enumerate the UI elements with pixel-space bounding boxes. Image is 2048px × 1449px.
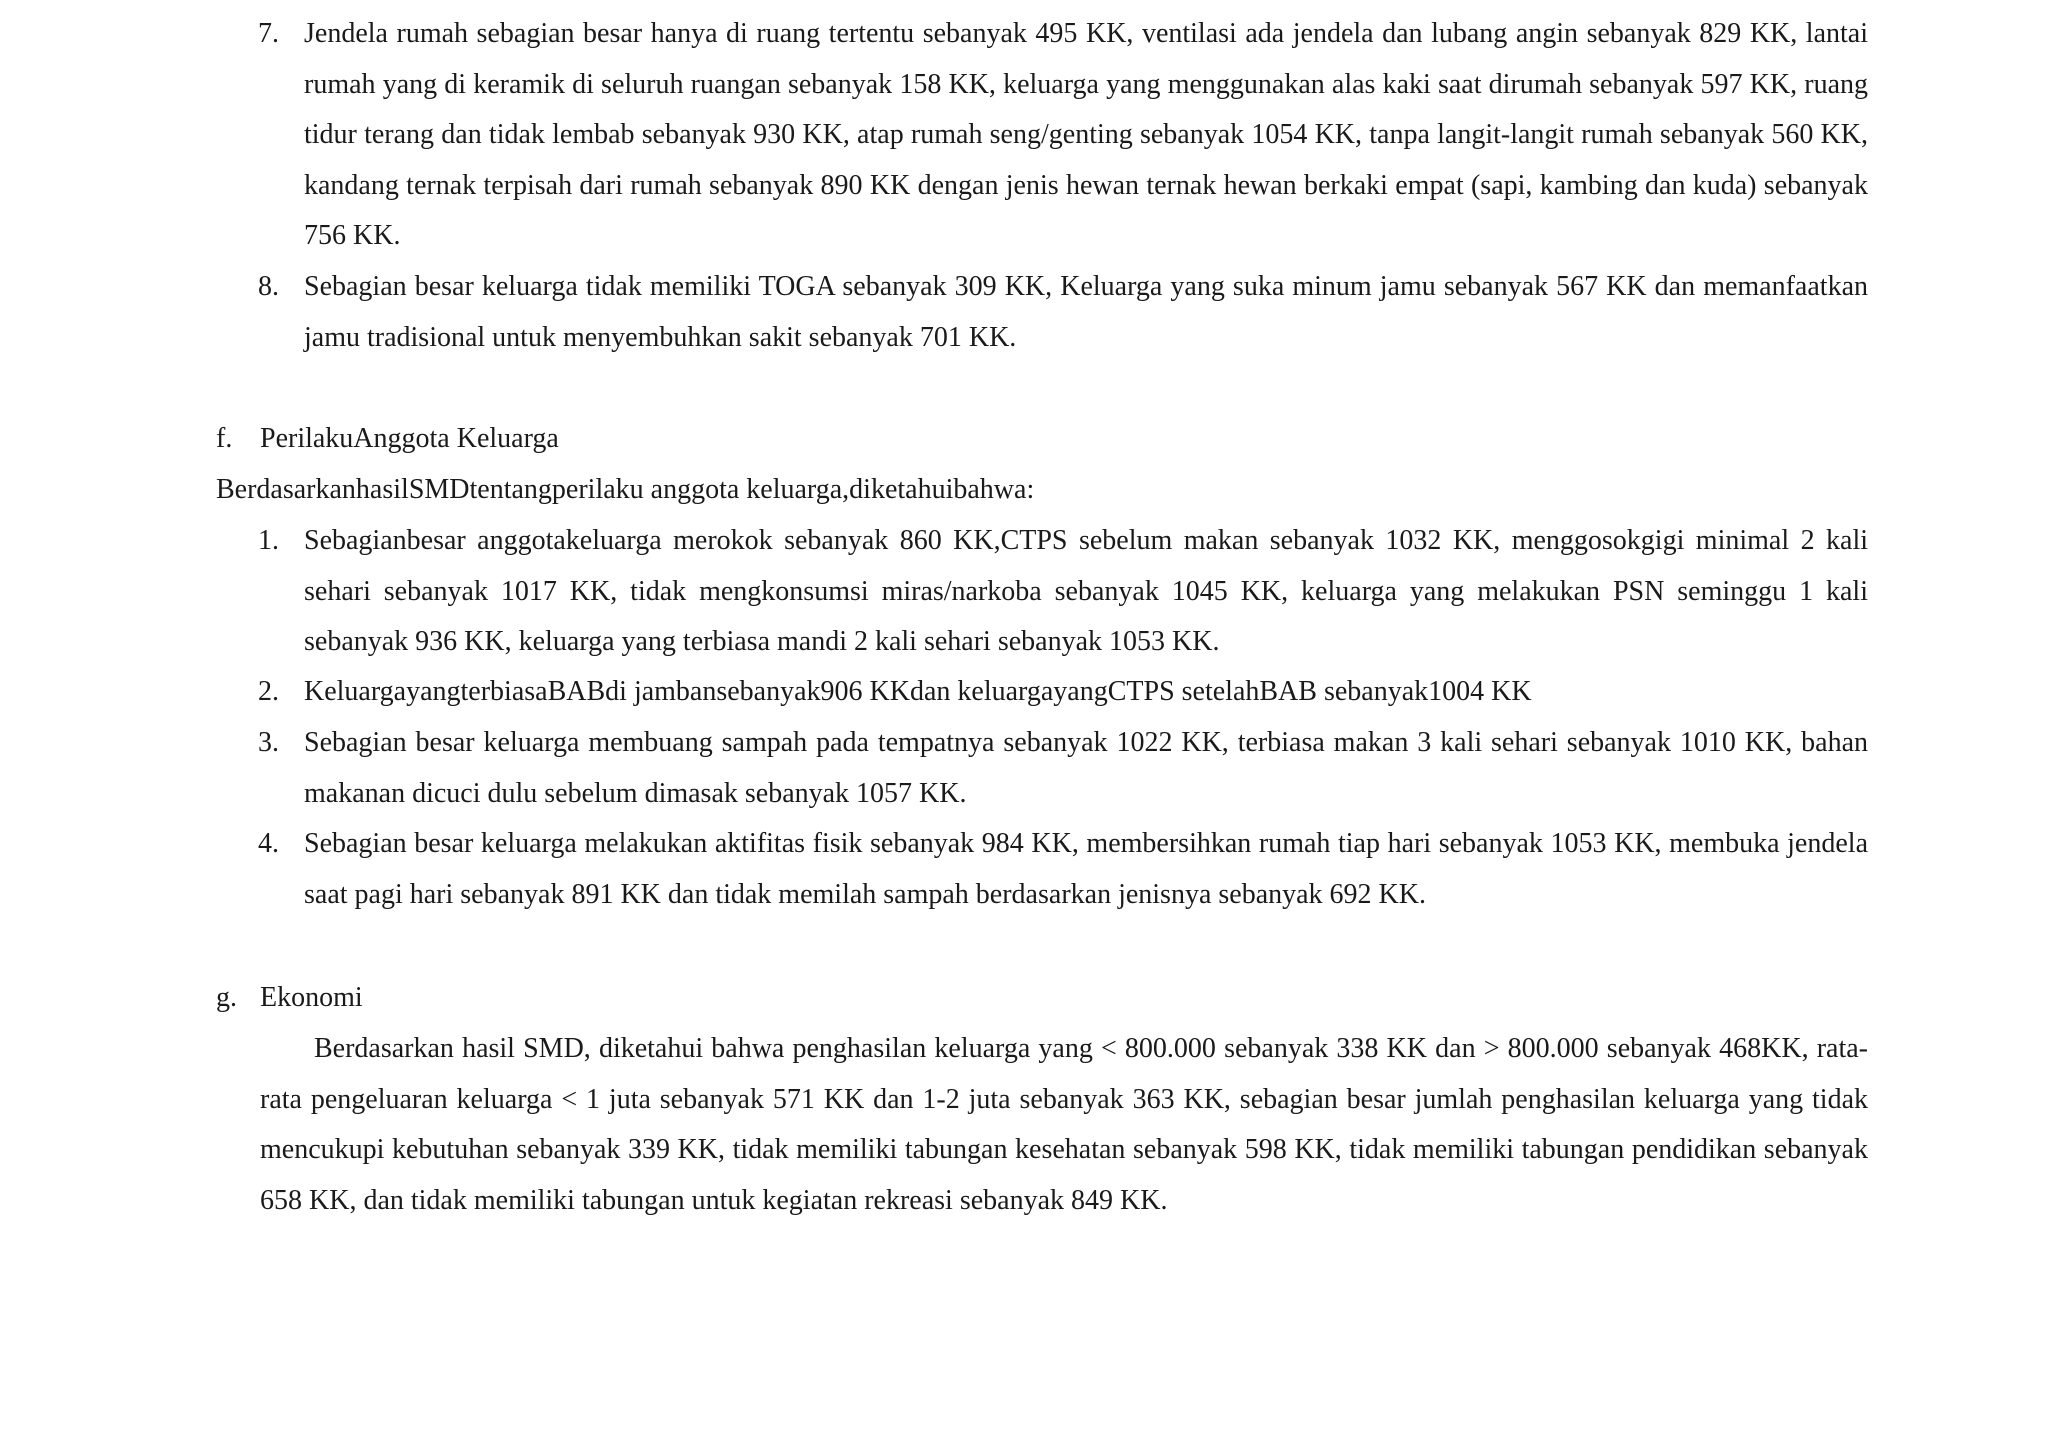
list-item-text: Jendela rumah sebagian besar hanya di ruang tertentu sebanyak 495 KK, ventilasi ada jendela dan lubang angin sebanyak 829 KK, lantai rumah yang di keramik di seluruh ruangan sebanyak 158 KK, keluarga yang menggunakan alas kaki saat dirumah sebanyak 597 KK, ruang tidur terang dan tidak lembab sebanyak 930 KK, atap rumah seng/genting sebanyak 1054 KK, tanpa langit-langit rumah sebanyak 560 KK, kandang ternak terpisah dari rumah sebanyak 890 KK dengan jenis hewan ternak hewan berkaki empat (sapi, kambing dan kuda) sebanyak 756 KK. bbox=[304, 18, 1868, 251]
list-item bbox=[218, 516, 1868, 668]
section-paragraph: Berdasarkan hasil SMD, diketahui bahwa penghasilan keluarga yang < 800.000 sebanyak 338 KK dan > 800.000 sebanyak 468KK, rata-rata pengeluaran keluarga < 1 juta sebanyak 571 KK dan 1-2 juta sebanyak 363 KK, sebagian besar jumlah penghasilan keluarga yang tidak mencukupi kebutuhan sebanyak 339 KK, tidak memiliki tabungan kesehatan sebanyak 598 KK, tidak memiliki tabungan pendidikan sebanyak 658 KK, dan tidak memiliki tabungan untuk kegiatan rekreasi sebanyak 849 KK. bbox=[260, 1033, 1868, 1216]
section-title: PerilakuAnggota Keluarga bbox=[260, 423, 559, 454]
list-item bbox=[218, 667, 1868, 718]
list-item-text: KeluargayangterbiasaBABdi jambansebanyak906 KKdan keluargayangCTPS setelahBAB sebanyak1004 KK bbox=[304, 676, 1532, 707]
list-item bbox=[218, 819, 1868, 920]
list-item-number: 3. bbox=[258, 727, 279, 758]
list-item bbox=[218, 262, 1868, 363]
section-title: Ekonomi bbox=[260, 982, 363, 1013]
list-item-number: 7. bbox=[258, 18, 279, 49]
list-item bbox=[218, 9, 1868, 262]
section-letter: g. bbox=[216, 982, 237, 1013]
list-item-number: 8. bbox=[258, 271, 279, 302]
section-intro: BerdasarkanhasilSMDtentangperilaku anggota keluarga,diketahuibahwa: bbox=[216, 474, 1035, 505]
list-item bbox=[218, 718, 1868, 819]
list-item-text: Sebagianbesar anggotakeluarga merokok sebanyak 860 KK,CTPS sebelum makan sebanyak 1032 KK, menggosokgigi minimal 2 kali sehari sebanyak 1017 KK, tidak mengkonsumsi miras/narkoba sebanyak 1045 KK, keluarga yang melakukan PSN seminggu 1 kali sebanyak 936 KK, keluarga yang terbiasa mandi 2 kali sehari sebanyak 1053 KK. bbox=[304, 525, 1868, 657]
list-item-number: 4. bbox=[258, 828, 279, 859]
section-letter: f. bbox=[216, 423, 233, 454]
list-item-text: Sebagian besar keluarga tidak memiliki TOGA sebanyak 309 KK, Keluarga yang suka minum jamu sebanyak 567 KK dan memanfaatkan jamu tradisional untuk menyembuhkan sakit sebanyak 701 KK. bbox=[304, 271, 1868, 353]
list-item-number: 2. bbox=[258, 676, 279, 707]
list-item-text: Sebagian besar keluarga melakukan aktifitas fisik sebanyak 984 KK, membersihkan rumah tiap hari sebanyak 1053 KK, membuka jendela saat pagi hari sebanyak 891 KK dan tidak memilah sampah berdasarkan jenisnya sebanyak 692 KK. bbox=[304, 828, 1868, 910]
section-heading-g bbox=[216, 973, 363, 1024]
section-heading-f bbox=[216, 414, 559, 465]
list-item-number: 1. bbox=[258, 525, 279, 556]
list-item-text: Sebagian besar keluarga membuang sampah pada tempatnya sebanyak 1022 KK, terbiasa makan 3 kali sehari sebanyak 1010 KK, bahan makanan dicuci dulu sebelum dimasak sebanyak 1057 KK. bbox=[304, 727, 1868, 809]
